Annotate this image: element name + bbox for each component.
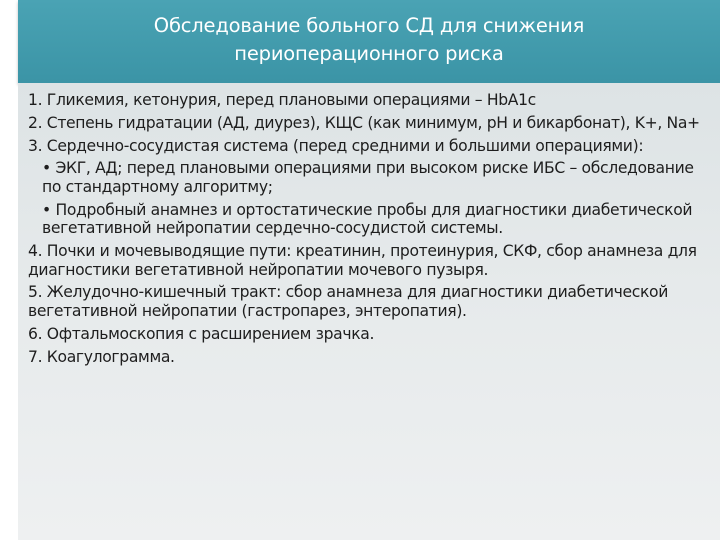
title-line-1: Обследование больного СД для снижения — [153, 14, 585, 37]
title-line-2: периоперационного риска — [234, 42, 504, 65]
content-list — [28, 91, 700, 370]
list-item-glycemia: 1. Гликемия, кетонурия, перед плановыми операциями – HbA1c — [28, 91, 536, 109]
list-subitem-ecg: • ЭКГ, АД; перед плановыми операциями при высоком риске ИБС – обследование по стандартному алгоритму; — [42, 159, 694, 196]
list-item-coagulogram: 7. Коагулограмма. — [28, 347, 175, 366]
list-subitem-anamnesis: • Подробный анамнез и ортостатические пробы для диагностики диабетической вегетативной нейропатии сердечно-сосудистой системы. — [42, 200, 693, 238]
list-item-ophthalmoscopy: 6. Офтальмоскопия с расширением зрачка. — [28, 324, 375, 343]
slide-title — [18, 12, 720, 68]
list-item-cardiovascular: 3. Сердечно-сосудистая система (перед средними и большими операциями): — [28, 136, 644, 155]
list-item-kidneys: 4. Почки и мочевыводящие пути: креатинин, протеинурия, СКФ, сбор анамнеза для диагностики вегетативной нейропатии мочевого пузыря. — [28, 242, 697, 279]
list-item-gi-tract: 5. Желудочно-кишечный тракт: сбор анамнеза для диагностики диабетической вегетативной нейропатии (гастропарез, энтеропатия). — [28, 283, 669, 321]
list-item-hydration: 2. Степень гидратации (АД, диурез), КЩС (как минимум, pH и бикарбонат), K+, Na+ — [28, 113, 700, 132]
